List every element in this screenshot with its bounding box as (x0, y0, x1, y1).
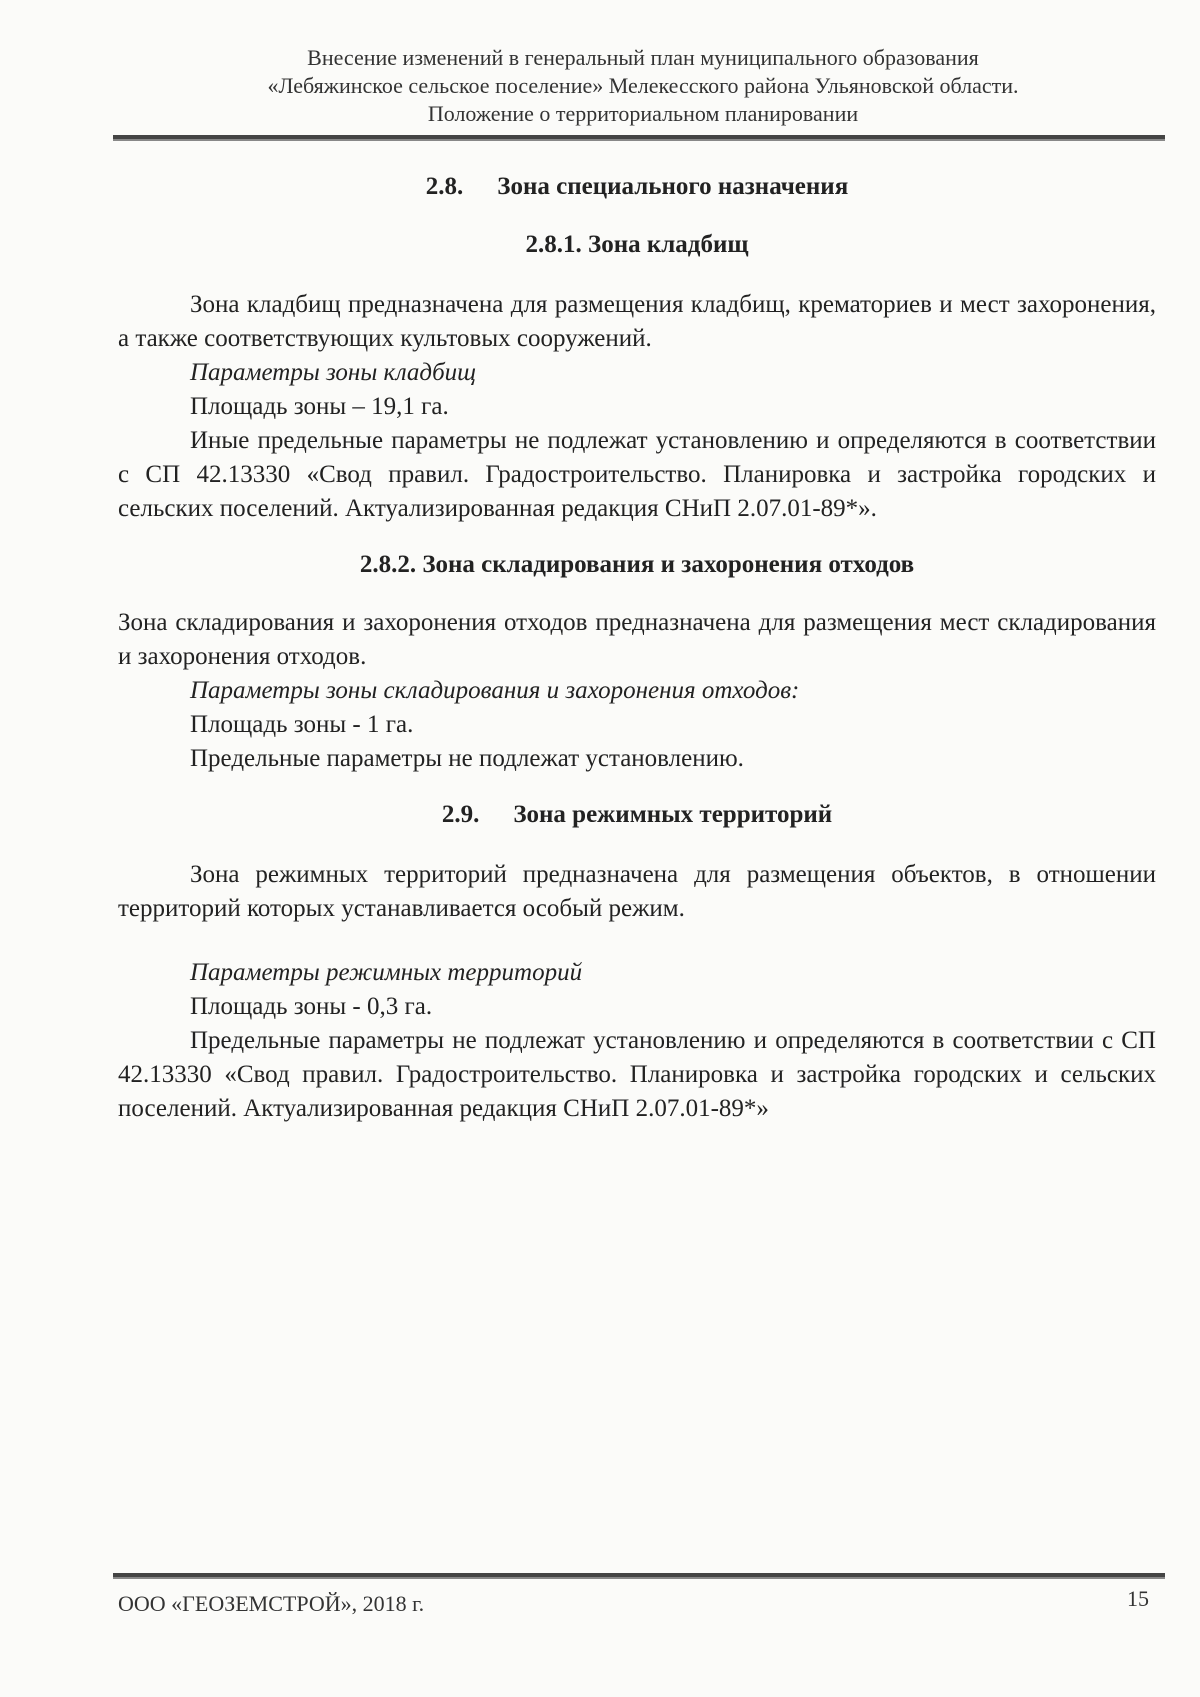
section-2-9-area: Площадь зоны - 0,3 га. (190, 993, 433, 1020)
section-2-8-2-heading: 2.8.2. Зона складирования и захоронения отходов (359, 551, 915, 578)
section-2-8-1-params-label: Параметры зоны кладбищ (190, 359, 477, 386)
section-2-9-heading (118, 798, 1156, 832)
section-2-8-2-params-label: Параметры зоны складирования и захоронения отходов: (190, 677, 800, 704)
header-line-2: «Лебяжинское сельское поселение» Мелекесского района Ульяновской области. (267, 73, 1019, 98)
section-2-8-1-other-params: Иные предельные параметры не подлежат установлению и определяются в соответствии с СП 42.13330 «Свод правил. Градостроительство. Планировка и застройка городских и сельских поселений. Актуализированная редакция СНиП 2.07.01-89*». (118, 427, 1156, 522)
header-line-3: Положение о территориальном планировании (427, 101, 859, 126)
footer-rule (113, 1573, 1165, 1579)
section-2-9-paragraph: Зона режимных территорий предназначена для размещения объектов, в отношении территорий которых устанавливается особый режим. (118, 861, 1156, 922)
section-2-8-2-limits: Предельные параметры не подлежат установлению. (190, 745, 744, 772)
footer-company: ООО «ГЕОЗЕМСТРОЙ», 2018 г. (118, 1591, 425, 1616)
section-2-9-title: Зона режимных территорий (513, 801, 833, 828)
section-2-9-params-label: Параметры режимных территорий (190, 959, 583, 986)
section-2-9-limits: Предельные параметры не подлежат установлению и определяются в соответствии с СП 42.13330 «Свод правил. Градостроительство. Планировка и застройка городских и сельских поселений. Актуализированная редакция СНиП 2.07.01-89*» (118, 1027, 1156, 1122)
section-2-9-number: 2.9. (441, 801, 480, 828)
section-2-8-1-area: Площадь зоны – 19,1 га. (190, 393, 449, 420)
section-2-8-title: Зона специального назначения (497, 173, 849, 200)
section-2-8-1-paragraph: Зона кладбищ предназначена для размещения кладбищ, крематориев и мест захоронения, а также соответствующих культовых сооружений. (118, 291, 1156, 352)
section-2-8-heading (118, 170, 1156, 204)
header-rule (113, 135, 1165, 141)
section-2-8-1-heading: 2.8.1. Зона кладбищ (525, 231, 749, 258)
header-line-1: Внесение изменений в генеральный план муниципального образования (307, 45, 979, 70)
section-2-8-number: 2.8. (425, 173, 464, 200)
document-body (118, 170, 1156, 1126)
page-number: 15 (1127, 1586, 1149, 1611)
running-header (118, 44, 1168, 128)
section-2-8-2-area: Площадь зоны - 1 га. (190, 711, 414, 738)
section-2-8-2-paragraph: Зона складирования и захоронения отходов предназначена для размещения мест складирования и захоронения отходов. (118, 609, 1156, 670)
